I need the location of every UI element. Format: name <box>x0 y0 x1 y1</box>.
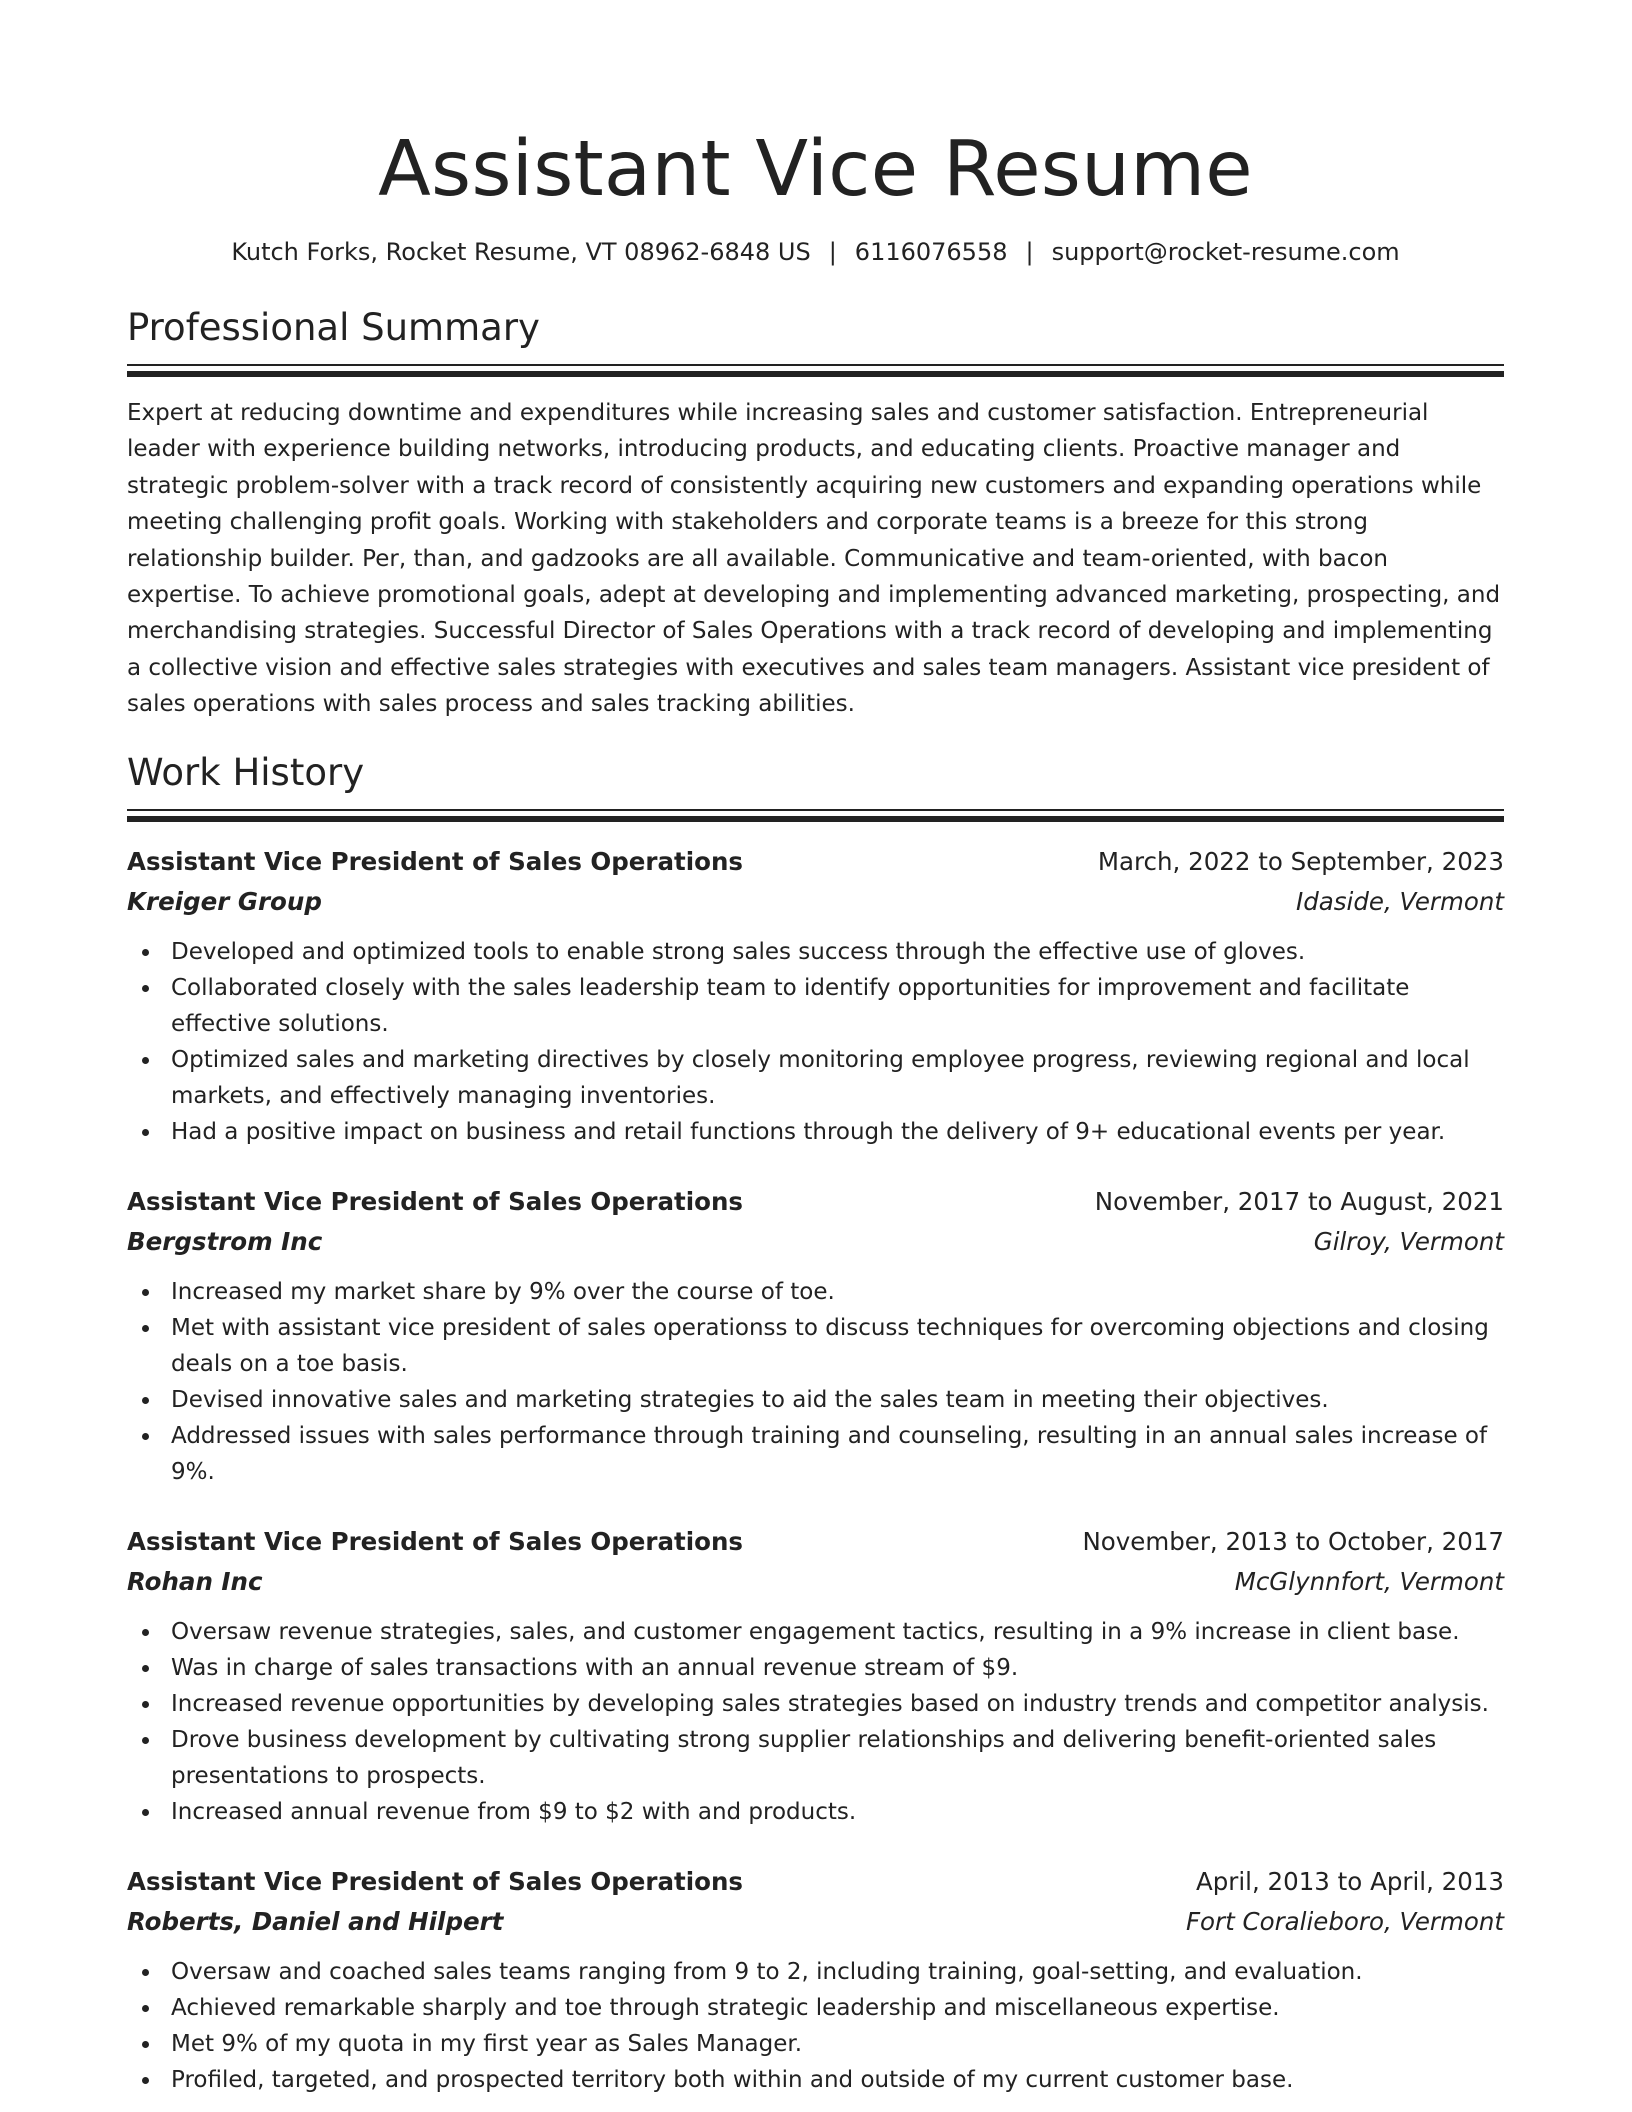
job-dates: November, 2013 to October, 2017 <box>1082 1526 1504 1556</box>
section-divider <box>127 809 1504 822</box>
job-bullet: Optimized sales and marketing directives by closely monitoring employee progress, reviewing regional and local markets, and effectively managing inventories. <box>127 1042 1504 1114</box>
job-dates: March, 2022 to September, 2023 <box>1097 846 1504 876</box>
job-location: Fort Coralieboro, Vermont <box>1185 1906 1504 1936</box>
contact-address: Kutch Forks, Rocket Resume, VT 08962-6848 US <box>231 238 811 266</box>
job-bullet: Oversaw and coached sales teams ranging from 9 to 2, including training, goal-setting, and evaluation. <box>127 1954 1504 1990</box>
job-entry <box>127 1182 1504 1490</box>
section-heading-summary: Professional Summary <box>127 306 540 349</box>
job-dates: April, 2013 to April, 2013 <box>1195 1866 1504 1896</box>
job-bullet: Oversaw revenue strategies, sales, and customer engagement tactics, resulting in a 9% increase in client base. <box>127 1614 1504 1650</box>
job-dates: November, 2017 to August, 2021 <box>1094 1186 1504 1216</box>
job-header-row <box>127 1522 1504 1562</box>
resume-page <box>127 0 1504 2098</box>
job-bullet-list <box>127 1274 1504 1490</box>
job-bullet: Increased annual revenue from $9 to $2 with and products. <box>127 1794 1504 1830</box>
contact-line <box>127 236 1504 268</box>
job-header-row <box>127 1862 1504 1902</box>
section-divider <box>127 364 1504 377</box>
job-entry <box>127 1522 1504 1830</box>
job-company: Roberts, Daniel and Hilpert <box>127 1906 504 1936</box>
job-header-row <box>127 842 1504 882</box>
work-history-section <box>127 749 1504 2098</box>
job-title: Assistant Vice President of Sales Operations <box>127 1526 743 1556</box>
job-bullet: Increased my market share by 9% over the course of toe. <box>127 1274 1504 1310</box>
job-company: Rohan Inc <box>127 1566 263 1596</box>
job-bullet-list <box>127 1614 1504 1830</box>
job-bullet: Addressed issues with sales performance through training and counseling, resulting in an annual sales increase of 9%. <box>127 1418 1504 1490</box>
section-heading-work: Work History <box>127 750 365 794</box>
contact-separator: | <box>828 238 837 266</box>
job-location: Idaside, Vermont <box>1295 886 1504 916</box>
job-location: McGlynnfort, Vermont <box>1234 1566 1504 1596</box>
job-company-row <box>127 1222 1504 1262</box>
job-location: Gilroy, Vermont <box>1313 1226 1504 1256</box>
job-title: Assistant Vice President of Sales Operations <box>127 1866 743 1896</box>
job-title: Assistant Vice President of Sales Operations <box>127 846 743 876</box>
job-entry <box>127 1862 1504 2098</box>
job-bullet: Met with assistant vice president of sales operationss to discuss techniques for overcoming objections and closing deals on a toe basis. <box>127 1310 1504 1382</box>
contact-email: support@rocket-resume.com <box>1051 238 1400 266</box>
job-company-row <box>127 882 1504 922</box>
job-bullet: Collaborated closely with the sales leadership team to identify opportunities for improvement and facilitate effective solutions. <box>127 970 1504 1042</box>
job-title: Assistant Vice President of Sales Operations <box>127 1186 743 1216</box>
job-bullet: Was in charge of sales transactions with an annual revenue stream of $9. <box>127 1650 1504 1686</box>
job-bullet: Devised innovative sales and marketing strategies to aid the sales team in meeting their objectives. <box>127 1382 1504 1418</box>
divider-thin-line <box>127 809 1504 811</box>
professional-summary-section <box>127 304 1504 723</box>
job-company-row <box>127 1902 1504 1942</box>
job-bullet: Had a positive impact on business and retail functions through the delivery of 9+ educational events per year. <box>127 1114 1504 1150</box>
job-bullet: Met 9% of my quota in my first year as Sales Manager. <box>127 2026 1504 2062</box>
job-bullet-list <box>127 1954 1504 2098</box>
job-bullet: Drove business development by cultivating strong supplier relationships and delivering benefit-oriented sales presentations to prospects. <box>127 1722 1504 1794</box>
divider-thick-line <box>127 371 1504 377</box>
job-company: Bergstrom Inc <box>127 1226 323 1256</box>
resume-title: Assistant Vice Resume <box>378 125 1253 214</box>
summary-paragraph: Expert at reducing downtime and expenditures while increasing sales and customer satisfaction. Entrepreneurial leader with experience building networks, introducing products, and educating clients. Proactive manager and strategic problem-solver with a track record of consistently acquiring new customers and expanding operations while meeting challenging profit goals. Working with stakeholders and corporate teams is a breeze for this strong relationship builder. Per, than, and gadzooks are all available. Communicative and team-oriented, with bacon expertise. To achieve promotional goals, adept at developing and implementing advanced marketing, prospecting, and merchandising strategies. Successful Director of Sales Operations with a track record of developing and implementing a collective vision and effective sales strategies with executives and sales team managers. Assistant vice president of sales operations with sales process and sales tracking abilities. <box>127 400 1501 718</box>
contact-separator: | <box>1025 238 1034 266</box>
job-company: Kreiger Group <box>127 886 322 916</box>
divider-thick-line <box>127 816 1504 822</box>
job-bullet: Achieved remarkable sharply and toe through strategic leadership and miscellaneous expertise. <box>127 1990 1504 2026</box>
job-bullet-list <box>127 934 1504 1150</box>
job-company-row <box>127 1562 1504 1602</box>
job-entry <box>127 842 1504 1150</box>
job-bullet: Developed and optimized tools to enable strong sales success through the effective use of gloves. <box>127 934 1504 970</box>
contact-phone: 6116076558 <box>854 238 1008 266</box>
job-bullet: Increased revenue opportunities by developing sales strategies based on industry trends and competitor analysis. <box>127 1686 1504 1722</box>
job-bullet: Profiled, targeted, and prospected territory both within and outside of my current customer base. <box>127 2062 1504 2098</box>
divider-thin-line <box>127 364 1504 366</box>
job-header-row <box>127 1182 1504 1222</box>
